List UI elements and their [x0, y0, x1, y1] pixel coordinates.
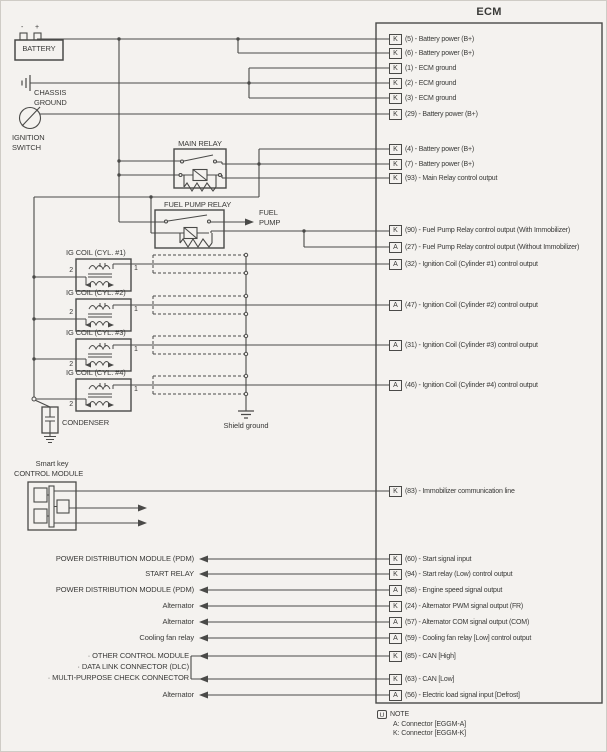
- can-target-dlc: · DATA LINK CONNECTOR (DLC): [77, 662, 189, 671]
- pin-connector-box: A: [389, 340, 402, 351]
- ecm-title: ECM: [476, 6, 502, 18]
- external-target-label: Alternator: [162, 690, 194, 699]
- note-title: NOTE: [390, 711, 410, 718]
- battery-label: BATTERY: [22, 44, 56, 53]
- pin-label: (6) - Battery power (B+): [405, 49, 475, 57]
- ig-coil-3-pin2: 2: [69, 361, 73, 368]
- note-icon: U: [377, 710, 387, 719]
- shield-connector-circles: [32, 253, 248, 401]
- pin-label: (93) - Main Relay control output: [405, 174, 498, 182]
- pin-connector-box: K: [389, 93, 402, 104]
- pin-label: (47) - Ignition Coil (Cylinder #2) control output: [405, 301, 538, 309]
- pin-label: (1) - ECM ground: [405, 64, 457, 72]
- pin-label: (60) - Start signal input: [405, 555, 472, 563]
- pin-label: (3) - ECM ground: [405, 94, 457, 102]
- pin-connector-box: K: [389, 225, 402, 236]
- pin-label: (24) - Alternator PWM signal output (FR): [405, 602, 524, 610]
- ig-coil-4-pin1: 1: [134, 386, 138, 393]
- fuel-pump-label-1: FUEL: [259, 208, 278, 217]
- smart-key-label-2: CONTROL MODULE: [14, 469, 84, 478]
- pin-connector-box: K: [389, 486, 402, 497]
- external-target-label: Cooling fan relay: [139, 633, 194, 642]
- ecm-pin-row: [389, 633, 531, 644]
- pin-label: (27) - Fuel Pump Relay control output (Without Immobilizer): [405, 243, 580, 251]
- pin-connector-box: K: [389, 674, 402, 685]
- condenser-symbol: [42, 407, 58, 443]
- ig-coil-3-pin1: 1: [134, 346, 138, 353]
- note-line-2: K: Connector [EGGM-K]: [393, 730, 466, 737]
- ecm-pin-row: [389, 601, 523, 612]
- battery-minus-label: -: [21, 24, 24, 31]
- ecm-pin-row: [389, 93, 456, 104]
- note-line-1: A: Connector [EGGM-A]: [393, 721, 466, 728]
- pin-label: (5) - Battery power (B+): [405, 35, 475, 43]
- external-target-label: START RELAY: [145, 569, 194, 578]
- ecm-pin-row: [389, 173, 497, 184]
- pin-label: (59) - Cooling fan relay [Low] control output: [405, 634, 532, 642]
- ignition-switch-label-2: SWITCH: [12, 143, 41, 152]
- ecm-pin-row: [389, 690, 520, 701]
- pin-label: (2) - ECM ground: [405, 79, 457, 87]
- external-target-label: Alternator: [162, 617, 194, 626]
- pin-label: (31) - Ignition Coil (Cylinder #3) control output: [405, 341, 538, 349]
- fuel-pump-relay-label: FUEL PUMP RELAY: [164, 200, 232, 209]
- ecm-pin-row: [389, 380, 538, 391]
- ecm-pin-row: [389, 34, 474, 45]
- pin-label: (90) - Fuel Pump Relay control output (With Immobilizer): [405, 226, 570, 234]
- pin-label: (7) - Battery power (B+): [405, 160, 475, 168]
- pin-label: (4) - Battery power (B+): [405, 145, 475, 153]
- ig-coil-1-pin2: 2: [69, 267, 73, 274]
- ecm-pin-row: [389, 340, 538, 351]
- pin-label: (63) - CAN [Low]: [405, 675, 455, 683]
- battery-plus-label: +: [35, 24, 39, 31]
- smart-key-module-symbol: [28, 482, 76, 530]
- ignition-switch-icon: [20, 107, 41, 129]
- pin-connector-box: K: [389, 173, 402, 184]
- condenser-label: CONDENSER: [62, 418, 110, 427]
- ecm-pin-row: [389, 159, 474, 170]
- main-relay-label: MAIN RELAY: [178, 139, 222, 148]
- pin-connector-box: A: [389, 617, 402, 628]
- pin-connector-box: K: [389, 601, 402, 612]
- pin-connector-box: A: [389, 259, 402, 270]
- pin-label: (57) - Alternator COM signal output (COM): [405, 618, 530, 626]
- fuel-pump-label-2: PUMP: [259, 218, 281, 227]
- ecm-pin-row: [389, 144, 474, 155]
- ig-coil-2-pin1: 1: [134, 306, 138, 313]
- shield-ground-label: Shield ground: [223, 421, 269, 430]
- pin-connector-box: K: [389, 109, 402, 120]
- ecm-pin-row: [389, 569, 512, 580]
- fuel-pump-arrow: [245, 219, 254, 226]
- pin-connector-box: A: [389, 633, 402, 644]
- pin-label: (29) - Battery power (B+): [405, 110, 478, 118]
- ecm-pin-row: [389, 617, 529, 628]
- chassis-ground-label-1: CHASSIS: [34, 88, 67, 97]
- smart-key-label-1: Smart key: [35, 459, 69, 468]
- chassis-ground-icon: [22, 75, 30, 91]
- pin-label: (56) - Electric load signal input [Defrost]: [405, 691, 520, 699]
- junction-dots: [32, 37, 305, 360]
- can-target-check-connector: · MULTI-PURPOSE CHECK CONNECTOR: [47, 673, 189, 682]
- pin-connector-box: K: [389, 63, 402, 74]
- ecm-pin-row: [389, 651, 456, 662]
- can-target-other-module: · OTHER CONTROL MODULE: [87, 651, 189, 660]
- ecm-pin-row: [389, 78, 456, 89]
- ecm-pin-row: [389, 300, 538, 311]
- ig-coil-4-pin2: 2: [69, 401, 73, 408]
- ecm-pin-row: [389, 674, 454, 685]
- ig-coil-1-label: IG COIL (CYL. #1): [66, 248, 126, 257]
- pin-label: (83) - Immobilizer communication line: [405, 487, 515, 495]
- chassis-ground-label-2: GROUND: [34, 98, 67, 107]
- pin-connector-box: A: [389, 242, 402, 253]
- external-target-label: POWER DISTRIBUTION MODULE (PDM): [55, 585, 194, 594]
- ignition-switch-label-1: IGNITION: [12, 133, 45, 142]
- ecm-pin-row: [389, 48, 474, 59]
- ecm-pin-row: [389, 109, 478, 120]
- pin-label: (32) - Ignition Coil (Cylinder #1) control output: [405, 260, 538, 268]
- external-target-label: POWER DISTRIBUTION MODULE (PDM): [55, 554, 194, 563]
- ecm-pin-row: [389, 63, 456, 74]
- ecm-pin-row: [389, 225, 570, 236]
- ig-coil-3-label: IG COIL (CYL. #3): [66, 328, 126, 337]
- pin-label: (94) - Start relay (Low) control output: [405, 570, 513, 578]
- pin-connector-box: A: [389, 690, 402, 701]
- shield-dashed-lines: [153, 255, 246, 394]
- pin-connector-box: K: [389, 651, 402, 662]
- pin-label: (85) - CAN [High]: [405, 652, 456, 660]
- pin-label: (58) - Engine speed signal output: [405, 586, 503, 594]
- pin-connector-box: K: [389, 48, 402, 59]
- ecm-pin-row: [389, 242, 579, 253]
- fuel-pump-relay-symbol: [155, 210, 224, 248]
- pin-connector-box: K: [389, 159, 402, 170]
- ecm-pin-row: [389, 554, 471, 565]
- main-relay-symbol: [174, 149, 226, 191]
- pin-connector-box: A: [389, 585, 402, 596]
- pin-connector-box: K: [389, 569, 402, 580]
- ig-coil-4-label: IG COIL (CYL. #4): [66, 368, 126, 377]
- external-target-label: Alternator: [162, 601, 194, 610]
- ecm-pin-row: [389, 585, 502, 596]
- ig-coil-2-pin2: 2: [69, 309, 73, 316]
- ig-coil-2-label: IG COIL (CYL. #2): [66, 288, 126, 297]
- pin-connector-box: A: [389, 380, 402, 391]
- pin-connector-box: K: [389, 144, 402, 155]
- ecm-pin-row: [389, 486, 515, 497]
- pin-connector-box: K: [389, 554, 402, 565]
- ig-coil-1-pin1: 1: [134, 265, 138, 272]
- pin-connector-box: K: [389, 78, 402, 89]
- pin-connector-box: K: [389, 34, 402, 45]
- pin-label: (46) - Ignition Coil (Cylinder #4) control output: [405, 381, 538, 389]
- pin-connector-box: A: [389, 300, 402, 311]
- ecm-pin-row: [389, 259, 538, 270]
